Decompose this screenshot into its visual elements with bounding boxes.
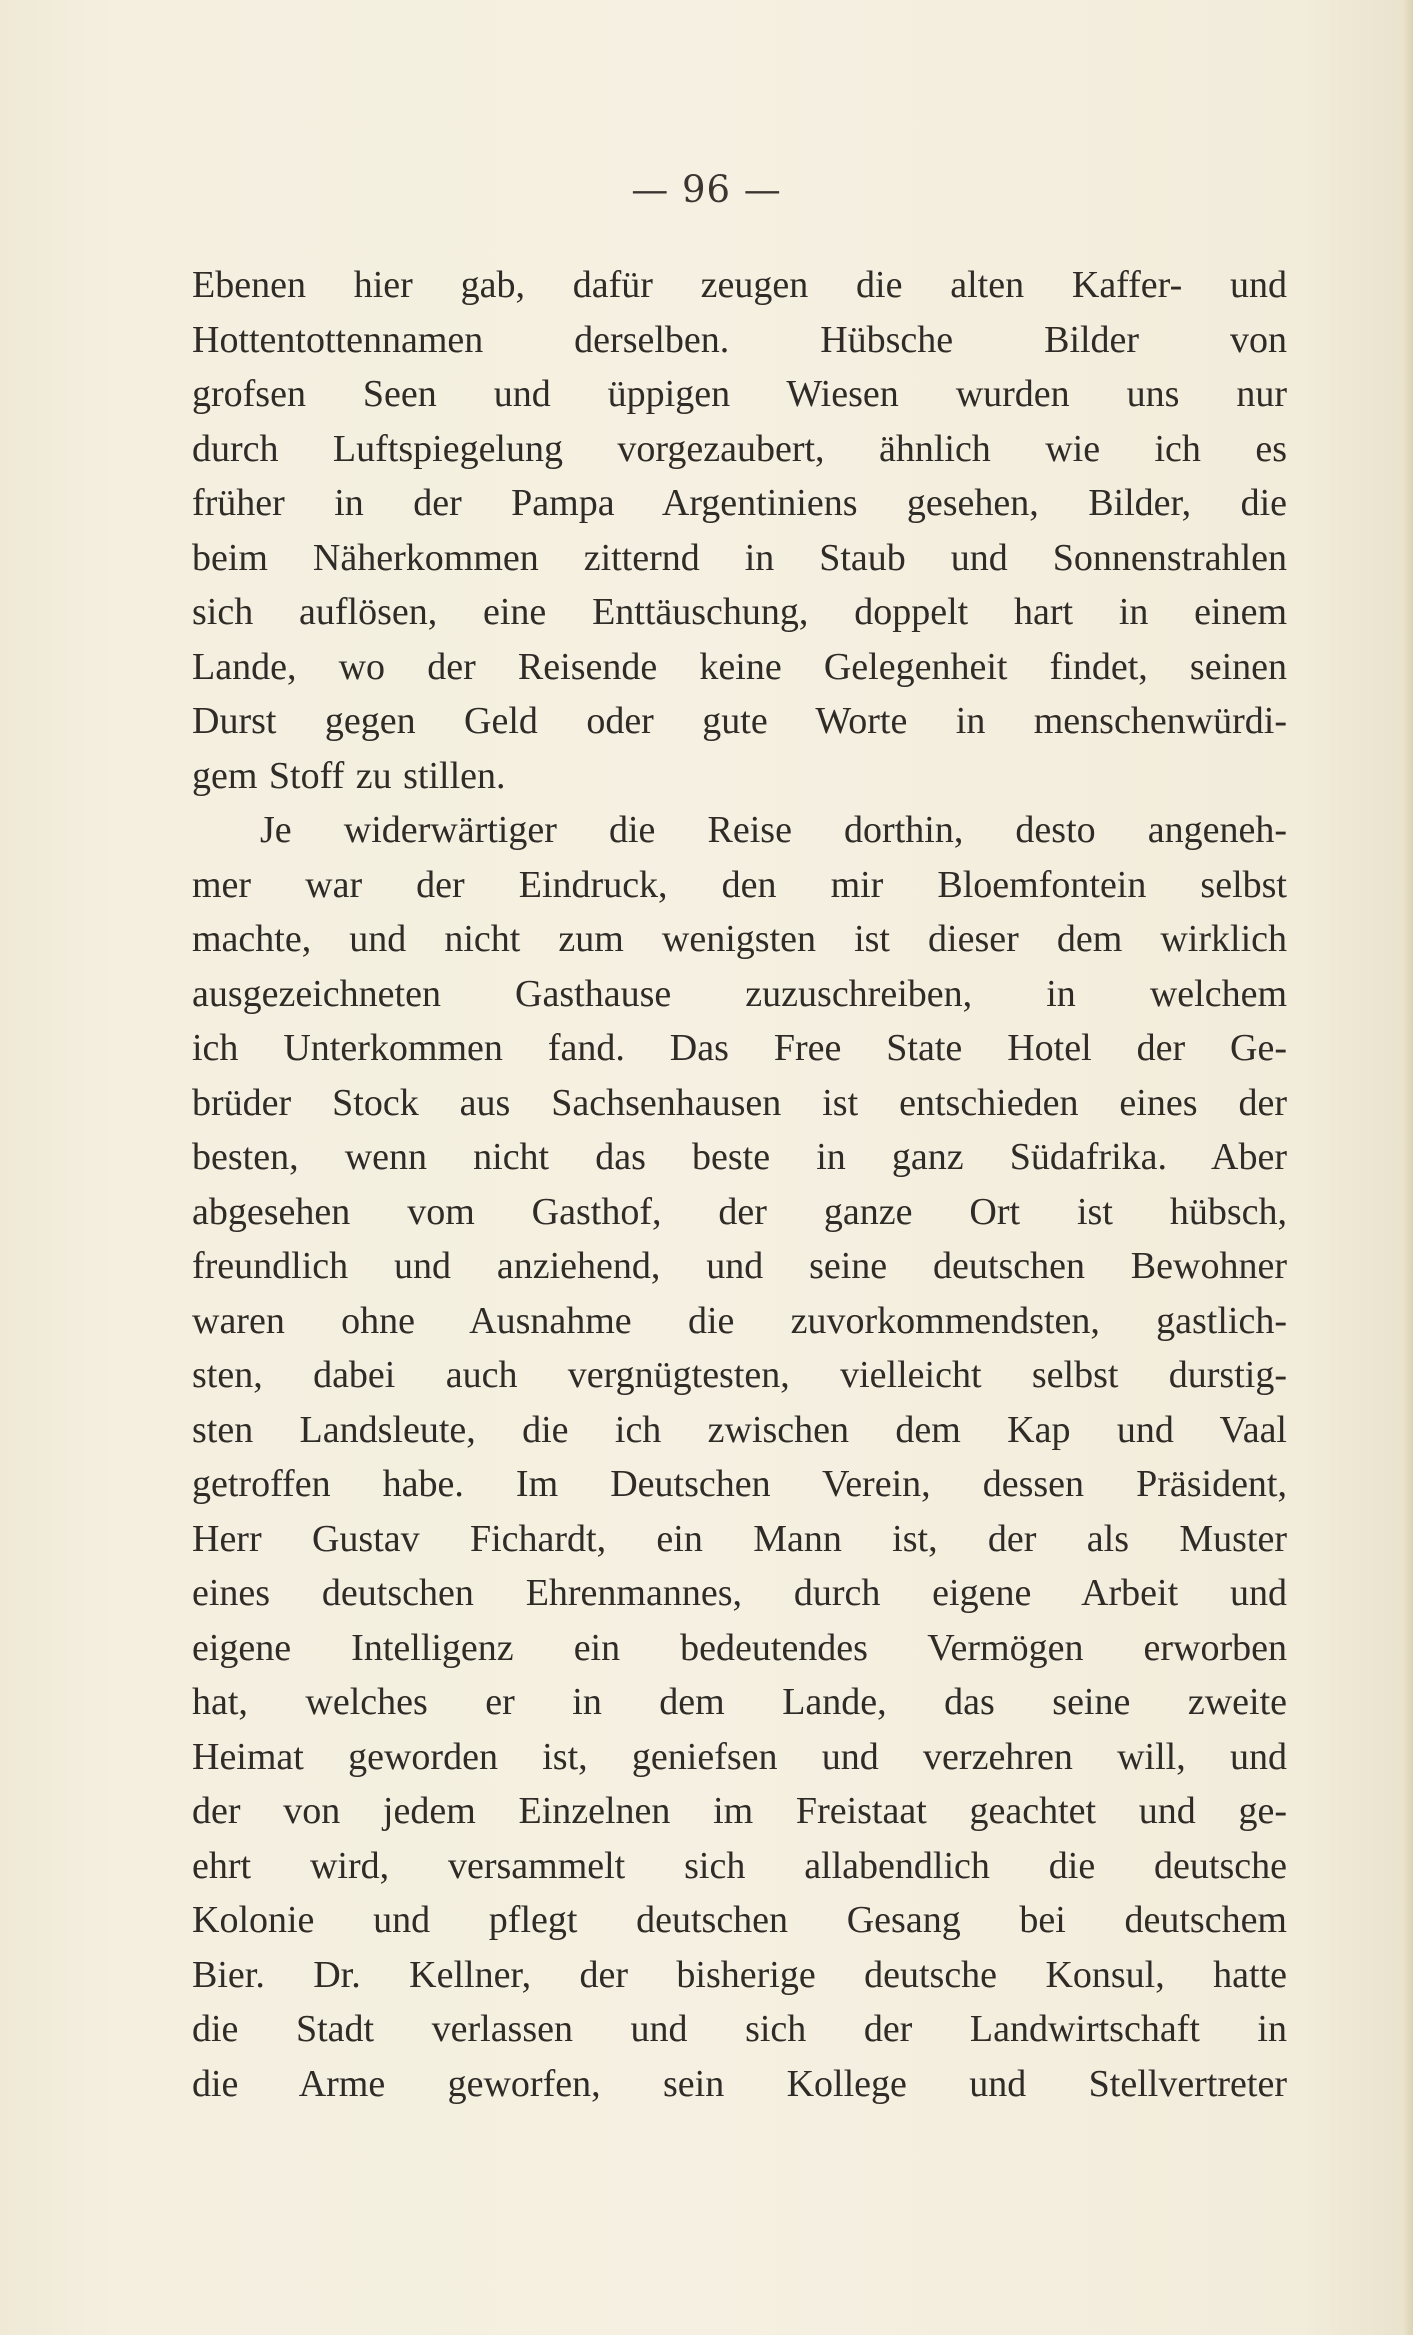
text-line: der von jedem Einzelnen im Freistaat geachtet und ge- [192,1790,1287,1832]
text-line-paragraph-start: Je widerwärtiger die Reise dorthin, desto angeneh- [260,809,1287,851]
text-line: hat, welches er in dem Lande, das seine zweite [192,1681,1287,1723]
text-line: freundlich und anziehend, und seine deutschen Bewohner [192,1245,1287,1287]
text-line: abgesehen vom Gasthof, der ganze Ort ist hübsch, [192,1190,1287,1233]
text-line: besten, wenn nicht das beste in ganz Südafrika. Aber [192,1136,1287,1178]
text-line: Herr Gustav Fichardt, ein Mann ist, der als Muster [192,1517,1287,1560]
page-number: — 96 — [631,168,782,211]
text-line: Lande, wo der Reisende keine Gelegenheit findet, seinen [192,645,1287,688]
text-line: mer war der Eindruck, den mir Bloemfontein selbst [192,863,1287,906]
text-line: die Stadt verlassen und sich der Landwirtschaft in [192,2008,1287,2050]
page-edge-shadow [1403,0,1413,2335]
text-line: die Arme geworfen, sein Kollege und Stellvertreter [192,2062,1287,2105]
text-line: brüder Stock aus Sachsenhausen ist entschieden eines der [192,1081,1287,1124]
text-line: ausgezeichneten Gasthause zuzuschreiben, in welchem [192,972,1287,1015]
text-line: waren ohne Ausnahme die zuvorkommendsten, gastlich- [192,1299,1287,1342]
text-line: getroffen habe. Im Deutschen Verein, dessen Präsident, [192,1463,1287,1505]
text-line: sich auflösen, eine Enttäuschung, doppelt hart in einem [192,591,1287,633]
text-line: Durst gegen Geld oder gute Worte in menschenwürdi- [192,700,1287,742]
text-line: sten Landsleute, die ich zwischen dem Kap und Vaal [192,1408,1287,1451]
text-line: Hottentottennamen derselben. Hübsche Bilder von [192,318,1287,361]
text-line: sten, dabei auch vergnügtesten, vielleicht selbst durstig- [192,1354,1287,1396]
text-line-paragraph-end: gem Stoff zu stillen. [192,754,506,797]
text-line: früher in der Pampa Argentiniens gesehen, Bilder, die [192,482,1287,524]
text-line: Heimat geworden ist, geniefsen und verzehren will, und [192,1735,1287,1778]
text-line: eigene Intelligenz ein bedeutendes Vermögen erworben [192,1626,1287,1669]
text-line: Kolonie und pflegt deutschen Gesang bei deutschem [192,1899,1287,1941]
text-line: beim Näherkommen zitternd in Staub und Sonnenstrahlen [192,536,1287,579]
text-line: ich Unterkommen fand. Das Free State Hotel der Ge- [192,1027,1287,1069]
text-line: ehrt wird, versammelt sich allabendlich die deutsche [192,1844,1287,1887]
text-line: Ebenen hier gab, dafür zeugen die alten Kaffer- und [192,264,1287,306]
text-line: eines deutschen Ehrenmannes, durch eigene Arbeit und [192,1572,1287,1614]
body-text [192,258,1287,2111]
text-line: grofsen Seen und üppigen Wiesen wurden uns nur [192,373,1287,415]
text-line: machte, und nicht zum wenigsten ist dieser dem wirklich [192,918,1287,960]
text-line: Bier. Dr. Kellner, der bisherige deutsche Konsul, hatte [192,1953,1287,1996]
text-line: durch Luftspiegelung vorgezaubert, ähnlich wie ich es [192,427,1287,470]
